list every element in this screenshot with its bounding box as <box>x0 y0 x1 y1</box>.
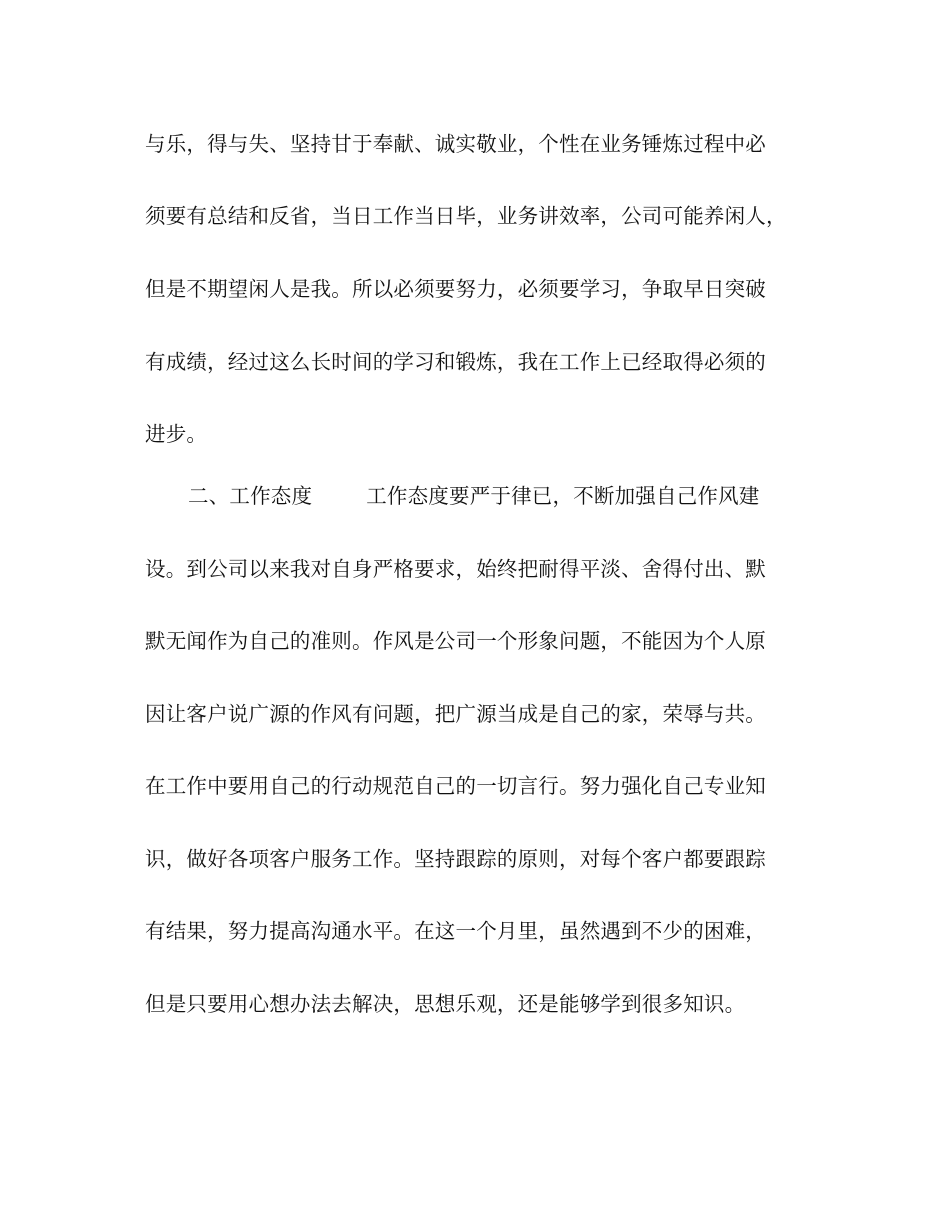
paragraph-line: 但是只要用心想办法去解决，思想乐观，还是能够学到很多知识。 <box>145 992 746 1016</box>
paragraph-line: 在工作中要用自己的行动规范自己的一切言行。努力强化自己专业知 <box>145 774 766 798</box>
paragraph-line: 有结果，努力提高沟通水平。在这一个月里，虽然遇到不少的困难， <box>145 919 766 943</box>
paragraph-line: 设。到公司以来我对自身严格要求，始终把耐得平淡、舍得付出、默 <box>145 557 766 581</box>
section-heading-text: 工作态度要严于律已，不断加强自己作风建 <box>366 484 760 508</box>
paragraph-line: 进步。 <box>145 422 208 446</box>
paragraph-line: 与乐，得与失、坚持甘于奉献、诚实敬业，个性在业务锤炼过程中必 <box>145 132 766 156</box>
paragraph-line: 须要有总结和反省，当日工作当日毕，业务讲效率，公司可能养闲人， <box>145 204 787 228</box>
paragraph-line: 默无闻作为自己的准则。作风是公司一个形象问题，不能因为个人原 <box>145 629 766 653</box>
paragraph-line: 但是不期望闲人是我。所以必须要努力，必须要学习，争取早日突破 <box>145 277 766 301</box>
paragraph-line: 有成绩，经过这么长时间的学习和锻炼，我在工作上已经取得必须的 <box>145 350 766 374</box>
paragraph-line: 因让客户说广源的作风有问题，把广源当成是自己的家，荣辱与共。 <box>145 702 766 726</box>
section-heading: 二、工作态度 <box>188 484 313 508</box>
section-two-line <box>188 476 853 516</box>
paragraph-line: 识，做好各项客户服务工作。坚持跟踪的原则，对每个客户都要跟踪 <box>145 847 766 871</box>
